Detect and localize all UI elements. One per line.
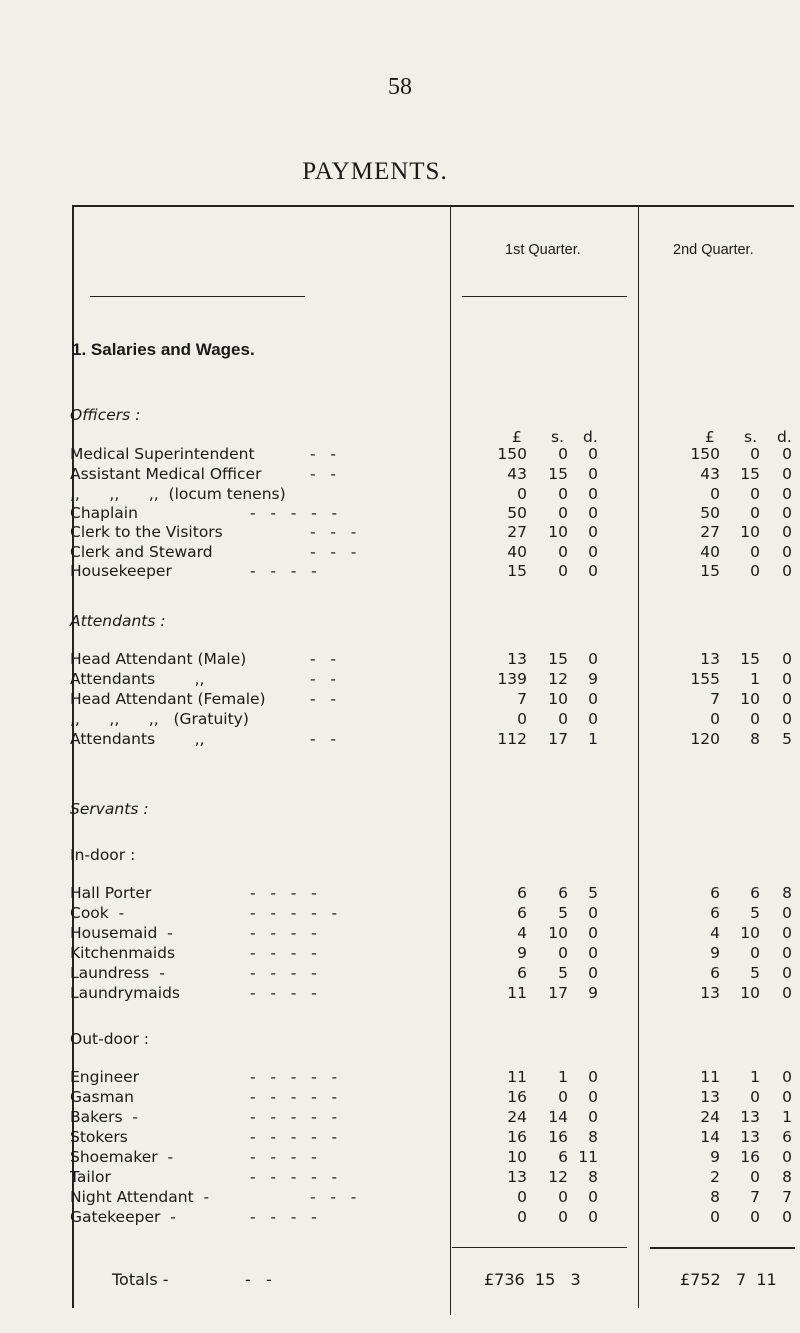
q1-shillings: 0 [558,504,568,522]
q1-pence: 0 [588,1068,598,1086]
table-row [0,1068,800,1088]
q1-pounds: 0 [517,710,527,728]
q2-shillings: 6 [750,884,760,902]
table-row [0,485,800,505]
q1-shillings: 6 [558,884,568,902]
q1-shillings: 0 [558,1188,568,1206]
q1-pence: 0 [588,944,598,962]
q1-shillings: 12 [548,670,568,688]
q2-pounds: 120 [690,730,720,748]
row-label: Gasman [70,1088,135,1106]
q2-shillings: 0 [750,445,760,463]
q2-shillings: 0 [750,562,760,580]
row-label: Housemaid - [70,924,173,942]
q2-pounds: 0 [710,485,720,503]
row-leader-dashes: - - - [310,523,357,541]
row-leader-dashes: - - - - - [250,1168,338,1186]
q2-pence: 0 [782,465,792,483]
table-row [0,562,800,582]
q1-pence: 5 [588,884,598,902]
table-row [0,650,800,670]
q2-pounds: 6 [710,964,720,982]
q1-pounds: 40 [507,543,527,561]
row-label: Head Attendant (Male) [70,650,247,668]
q2-shillings: 15 [740,465,760,483]
row-label: Attendants ,, [70,670,205,688]
q1-pounds: 0 [517,1208,527,1226]
header-q1: 1st Quarter. [505,242,581,258]
q1-shillings: 16 [548,1128,568,1146]
q1-pence: 0 [588,1088,598,1106]
row-leader-dashes: - - - - [250,944,317,962]
totals-q2: £752 7 11 [680,1270,777,1289]
table-row [0,984,800,1004]
row-label: Engineer [70,1068,140,1086]
q2-pounds: 8 [710,1188,720,1206]
q1-pounds: 16 [507,1128,527,1146]
q2-shillings: 10 [740,984,760,1002]
q1-shillings: 10 [548,523,568,541]
q2-pounds: 0 [710,710,720,728]
q2-pounds: 15 [700,562,720,580]
q2-pence: 5 [782,730,792,748]
q2-pounds: 9 [710,944,720,962]
table-top-rule [72,205,794,207]
q2-shillings: 1 [750,670,760,688]
q1-pence: 0 [588,924,598,942]
q2-pence: 0 [782,1068,792,1086]
q2-shillings: 10 [740,690,760,708]
row-leader-dashes: - - - - - [250,504,338,522]
q1-pounds: 15 [507,562,527,580]
q2-pence: 0 [782,562,792,580]
q1-pounds: 112 [497,730,527,748]
q2-pounds: 24 [700,1108,720,1126]
q2-pounds: 11 [700,1068,720,1086]
q2-pounds: 50 [700,504,720,522]
table-row [0,1108,800,1128]
table-row [0,543,800,563]
q1-pounds: 4 [517,924,527,942]
q1-shillings: 6 [558,1148,568,1166]
q2-pence: 0 [782,445,792,463]
q2-pence: 0 [782,944,792,962]
row-label: ,, ,, ,, (Gratuity) [70,710,249,728]
row-leader-dashes: - - - - - [250,1068,338,1086]
q1-pounds: 16 [507,1088,527,1106]
row-label: Attendants ,, [70,730,205,748]
subgroup-outdoor: Out-door : [70,1030,150,1048]
row-leader-dashes: - - - - - [250,904,338,922]
q1-shillings: 5 [558,964,568,982]
q2-pence: 0 [782,984,792,1002]
table-row [0,670,800,690]
q1-pence: 9 [588,984,598,1002]
row-label: Head Attendant (Female) [70,690,266,708]
q2-shillings: 7 [750,1188,760,1206]
q2-shillings: 15 [740,650,760,668]
row-label: Cook - [70,904,125,922]
q2-pounds: 9 [710,1148,720,1166]
q2-shillings: 0 [750,1208,760,1226]
table-row [0,710,800,730]
row-leader-dashes: - - - - - [250,1088,338,1106]
table-row [0,904,800,924]
q1-pounds: 0 [517,1188,527,1206]
subgroup-indoor: In-door : [70,846,136,864]
totals-rule-q2 [650,1247,795,1249]
q1-shillings: 15 [548,465,568,483]
q1-pounds: 6 [517,904,527,922]
table-row [0,964,800,984]
q2-pounds: 13 [700,650,720,668]
q2-pence: 0 [782,650,792,668]
page-title: PAYMENTS. [302,158,448,185]
row-leader-dashes: - - [310,445,336,463]
q1-pounds: 11 [507,1068,527,1086]
q1-pounds: 150 [497,445,527,463]
row-label: Clerk and Steward [70,543,213,561]
table-row [0,1168,800,1188]
q2-pence: 0 [782,690,792,708]
q1-shillings: 0 [558,710,568,728]
q1-pence: 8 [588,1168,598,1186]
q1-pence: 0 [588,1208,598,1226]
row-leader-dashes: - - - - [250,562,317,580]
table-row [0,924,800,944]
q2-pounds: 43 [700,465,720,483]
q1-shillings: 0 [558,944,568,962]
q2-pounds: 2 [710,1168,720,1186]
q1-shillings: 10 [548,690,568,708]
q1-shillings: 17 [548,984,568,1002]
q1-shillings: 15 [548,650,568,668]
q2-pence: 0 [782,670,792,688]
unit-pound-q2: £ [705,428,715,446]
q1-shillings: 0 [558,543,568,561]
q1-pence: 0 [588,1188,598,1206]
row-label: Bakers - [70,1108,138,1126]
row-label: Kitchenmaids [70,944,176,962]
q1-shillings: 0 [558,485,568,503]
row-leader-dashes: - - [310,690,336,708]
q2-pounds: 27 [700,523,720,541]
row-leader-dashes: - - [310,650,336,668]
q2-shillings: 0 [750,1088,760,1106]
q2-pounds: 7 [710,690,720,708]
q1-pence: 8 [588,1128,598,1146]
q1-pounds: 43 [507,465,527,483]
row-leader-dashes: - - - [310,543,357,561]
row-label: Hall Porter [70,884,152,902]
q1-shillings: 10 [548,924,568,942]
row-leader-dashes: - - - - [250,1208,317,1226]
q1-pence: 0 [588,562,598,580]
group-officers: Officers : [70,406,141,424]
q1-pounds: 6 [517,964,527,982]
q2-pence: 8 [782,884,792,902]
row-label: Medical Superintendent [70,445,255,463]
q1-pence: 0 [588,690,598,708]
q1-pence: 9 [588,670,598,688]
table-row [0,1128,800,1148]
q2-shillings: 8 [750,730,760,748]
table-row [0,523,800,543]
table-row [0,465,800,485]
q1-pence: 0 [588,710,598,728]
table-row [0,1188,800,1208]
unit-shilling-q1: s. [551,428,565,446]
q1-shillings: 1 [558,1068,568,1086]
totals-label: Totals - [112,1270,169,1289]
q2-pounds: 13 [700,984,720,1002]
table-row [0,1208,800,1228]
header-rule-q1 [462,296,627,297]
q1-pounds: 10 [507,1148,527,1166]
q1-pence: 0 [588,650,598,668]
q2-pence: 0 [782,485,792,503]
q1-pence: 1 [588,730,598,748]
unit-pound-q1: £ [512,428,522,446]
q2-shillings: 0 [750,543,760,561]
q1-pounds: 50 [507,504,527,522]
q2-shillings: 13 [740,1128,760,1146]
table-row [0,730,800,750]
row-label: Stokers [70,1128,128,1146]
q2-pence: 1 [782,1108,792,1126]
q2-shillings: 5 [750,964,760,982]
table-row [0,690,800,710]
q2-pounds: 6 [710,884,720,902]
q1-pence: 0 [588,543,598,561]
q1-pounds: 13 [507,650,527,668]
q2-shillings: 0 [750,485,760,503]
row-label: Housekeeper [70,562,172,580]
q1-pence: 0 [588,465,598,483]
q2-pence: 6 [782,1128,792,1146]
row-leader-dashes: - - - - [250,984,317,1002]
row-label: Tailor [70,1168,111,1186]
q1-shillings: 17 [548,730,568,748]
unit-shilling-q2: s. [744,428,758,446]
group-attendants: Attendants : [70,612,166,630]
q2-pounds: 155 [690,670,720,688]
row-leader-dashes: - - - - [250,924,317,942]
header-q2: 2nd Quarter. [673,242,754,258]
q2-shillings: 16 [740,1148,760,1166]
row-label: Assistant Medical Officer [70,465,262,483]
row-leader-dashes: - - [310,670,336,688]
row-label: Gatekeeper - [70,1208,176,1226]
row-label: Laundrymaids [70,984,180,1002]
row-label: Chaplain [70,504,138,522]
q2-pence: 0 [782,504,792,522]
q2-shillings: 0 [750,1168,760,1186]
q2-pence: 0 [782,964,792,982]
q2-shillings: 13 [740,1108,760,1126]
q2-pence: 0 [782,523,792,541]
table-row [0,445,800,465]
q1-pence: 0 [588,523,598,541]
q2-pence: 0 [782,543,792,561]
q2-shillings: 5 [750,904,760,922]
q1-shillings: 0 [558,562,568,580]
table-row [0,1148,800,1168]
q2-pence: 0 [782,710,792,728]
q1-shillings: 0 [558,445,568,463]
q1-pence: 0 [588,504,598,522]
q2-pence: 7 [782,1188,792,1206]
unit-pence-q1: d. [583,428,598,446]
q2-pounds: 13 [700,1088,720,1106]
row-label: Night Attendant - [70,1188,210,1206]
q2-shillings: 0 [750,710,760,728]
row-label: Clerk to the Visitors [70,523,223,541]
row-leader-dashes: - - - - [250,1148,317,1166]
q2-pence: 0 [782,1208,792,1226]
row-leader-dashes: - - - - - [250,1128,338,1146]
table-row [0,944,800,964]
row-leader-dashes: - - [310,465,336,483]
row-label: Shoemaker - [70,1148,174,1166]
q2-pounds: 6 [710,904,720,922]
q1-shillings: 5 [558,904,568,922]
q1-pounds: 27 [507,523,527,541]
table-row [0,1088,800,1108]
q2-pounds: 40 [700,543,720,561]
q1-pence: 11 [578,1148,598,1166]
q1-pounds: 11 [507,984,527,1002]
q1-pence: 0 [588,1108,598,1126]
q1-pounds: 9 [517,944,527,962]
q2-pence: 0 [782,1088,792,1106]
totals-q1: £736 15 3 [484,1270,581,1289]
q1-shillings: 12 [548,1168,568,1186]
header-rule-label [90,296,305,297]
q2-pence: 0 [782,1148,792,1166]
row-leader-dashes: - - - - [250,964,317,982]
q1-pence: 0 [588,485,598,503]
q2-pounds: 150 [690,445,720,463]
totals-dashes: - - [245,1270,272,1289]
q2-pence: 0 [782,904,792,922]
row-leader-dashes: - - - [310,1188,357,1206]
unit-pence-q2: d. [777,428,792,446]
q1-pounds: 7 [517,690,527,708]
q1-pence: 0 [588,964,598,982]
row-leader-dashes: - - - - - [250,1108,338,1126]
q2-shillings: 1 [750,1068,760,1086]
page-number: 58 [388,74,412,100]
q2-shillings: 0 [750,944,760,962]
q2-shillings: 0 [750,504,760,522]
row-leader-dashes: - - [310,730,336,748]
table-row [0,504,800,524]
q1-shillings: 0 [558,1208,568,1226]
q2-pounds: 4 [710,924,720,942]
q1-shillings: 0 [558,1088,568,1106]
q2-shillings: 10 [740,523,760,541]
row-label: ,, ,, ,, (locum tenens) [70,485,286,503]
q2-shillings: 10 [740,924,760,942]
q2-pence: 8 [782,1168,792,1186]
q1-pounds: 6 [517,884,527,902]
totals-rule-q1 [452,1247,627,1248]
section-title: 1. Salaries and Wages. [72,340,255,359]
q1-pence: 0 [588,904,598,922]
q1-shillings: 14 [548,1108,568,1126]
q1-pence: 0 [588,445,598,463]
row-leader-dashes: - - - - [250,884,317,902]
row-label: Laundress - [70,964,165,982]
q1-pounds: 139 [497,670,527,688]
group-servants: Servants : [70,800,149,818]
q1-pounds: 24 [507,1108,527,1126]
q2-pounds: 14 [700,1128,720,1146]
q2-pence: 0 [782,924,792,942]
q2-pounds: 0 [710,1208,720,1226]
q1-pounds: 13 [507,1168,527,1186]
q1-pounds: 0 [517,485,527,503]
table-row [0,884,800,904]
